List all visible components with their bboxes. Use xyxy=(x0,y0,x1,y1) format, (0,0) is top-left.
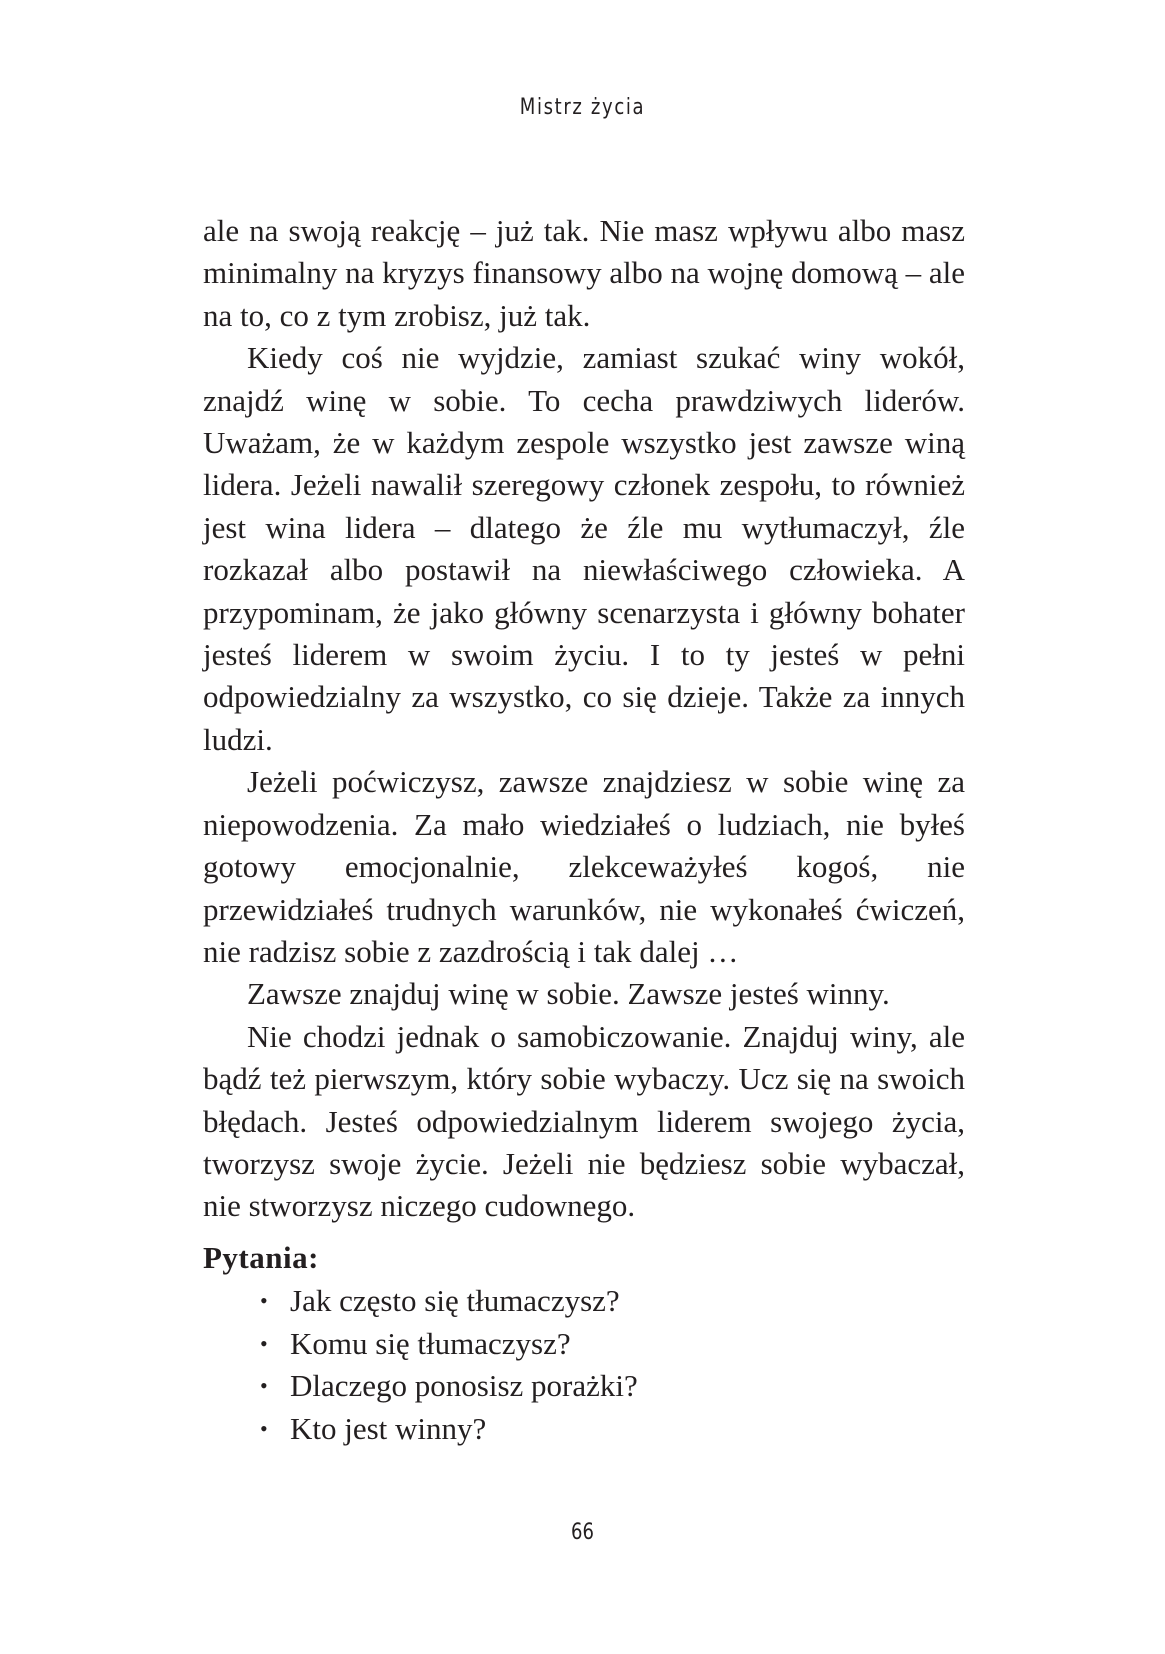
paragraph: Zawsze znajduj winę w sobie. Zawsze jesteś winny. xyxy=(247,976,890,1012)
list-item xyxy=(254,1408,638,1451)
page-number: 66 xyxy=(571,1520,594,1545)
questions-heading: Pytania: xyxy=(203,1240,319,1275)
running-header: Mistrz życia xyxy=(519,95,646,120)
bullet-icon: • xyxy=(260,1415,268,1441)
bullet-icon: • xyxy=(260,1330,268,1356)
bullet-icon: • xyxy=(260,1373,268,1398)
list-item xyxy=(254,1365,638,1408)
paragraph: Kiedy coś nie wyjdzie, zamiast szukać winy wokół, znajdź winę w sobie. To cecha prawdziwych liderów. Uważam, że w każdym zespole wszystko jest zawsze winą lidera. Jeżeli nawalił szeregowy członek zespołu, to również jest wina lidera – dlatego że źle mu wytłumaczył, źle rozkazał albo postawił na niewłaściwego człowieka. A przypominam, że jako główny scenarzysta i główny bohater jesteś liderem w swoim życiu. I to ty jesteś w pełni odpowiedzialny za wszystko, co się dzieje. Także za innych ludzi. xyxy=(203,340,965,757)
question-text: Dlaczego ponosisz porażki? xyxy=(290,1368,638,1403)
question-text: Jak często się tłumaczysz? xyxy=(290,1283,620,1318)
questions-list xyxy=(254,1280,638,1450)
bullet-icon: • xyxy=(260,1288,268,1313)
paragraph: Jeżeli poćwiczysz, zawsze znajdziesz w sobie winę za niepowodzenia. Za mało wiedziałeś o ludziach, nie byłeś gotowy emocjonalnie, zlekceważyłeś kogoś, nie przewidziałeś trudnych warunków, nie wykonałeś ćwiczeń, nie radzisz sobie z zazdrością i tak dalej … xyxy=(203,764,965,969)
question-text: Komu się tłumaczysz? xyxy=(290,1325,571,1361)
paragraph: ale na swoją reakcję – już tak. Nie masz wpływu albo masz minimalny na kryzys finansowy albo na wojnę domową – ale na to, co z tym zrobisz, już tak. xyxy=(203,213,965,333)
list-item xyxy=(254,1280,638,1323)
paragraph: Nie chodzi jednak o samobiczowanie. Znajduj winy, ale bądź też pierwszym, który sobie wybaczy. Ucz się na swoich błędach. Jesteś odpowiedzialnym liderem swojego życia, tworzysz swoje życie. Jeżeli nie będziesz sobie wybaczał, nie stworzysz niczego cudownego. xyxy=(203,1018,965,1224)
list-item xyxy=(254,1323,638,1366)
question-text: Kto jest winny? xyxy=(290,1410,487,1446)
body-text xyxy=(203,210,965,1228)
